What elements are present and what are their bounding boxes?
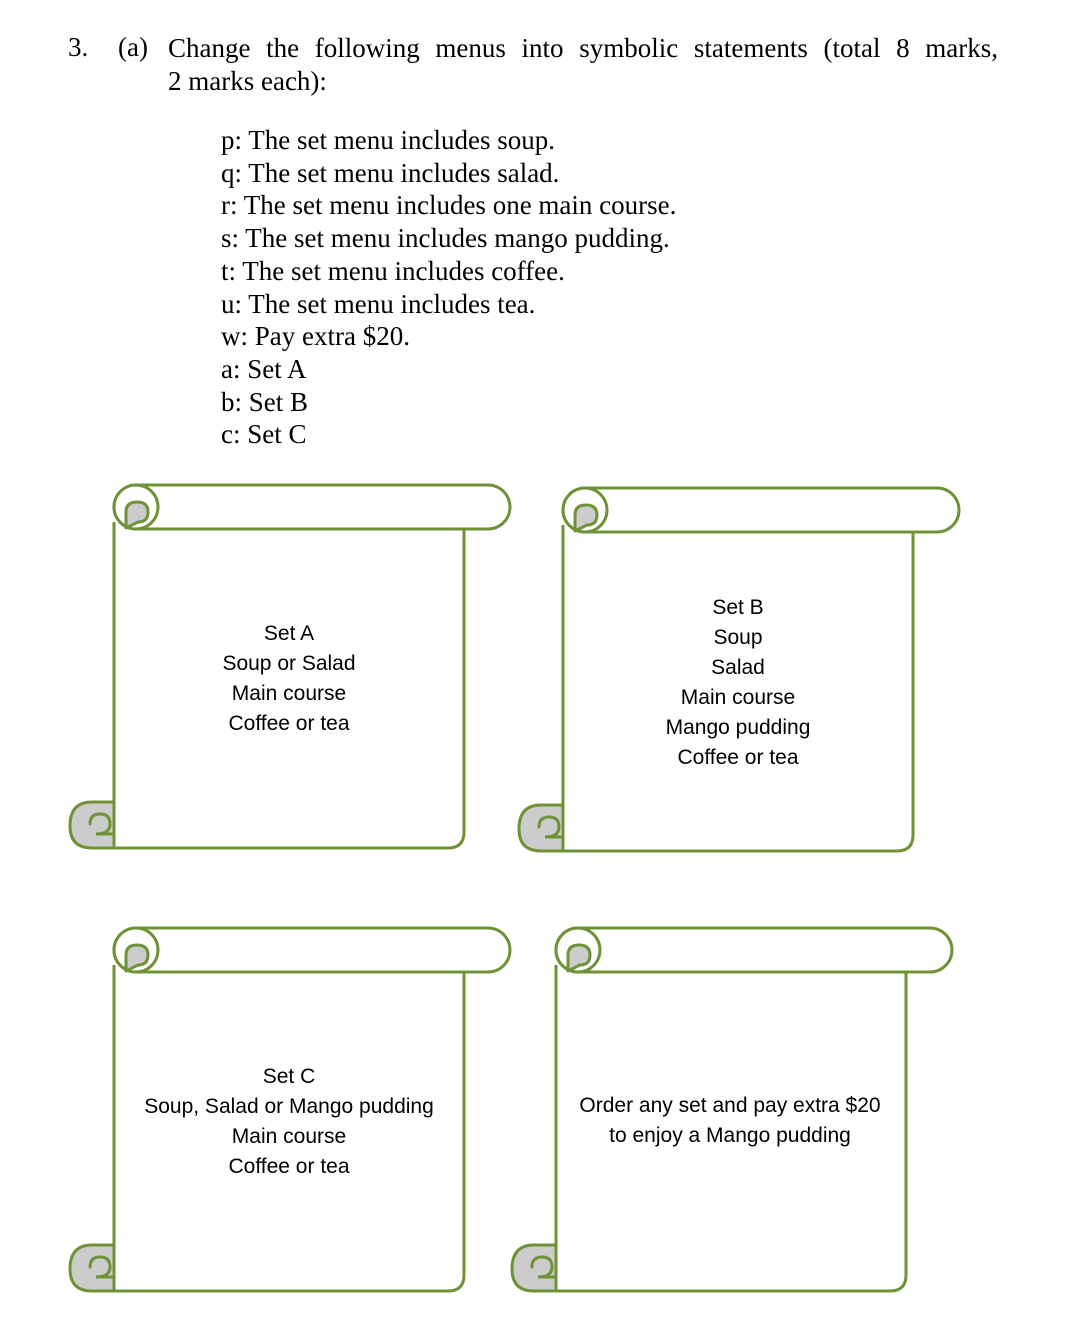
menu-scroll-set-c xyxy=(66,925,516,1297)
set-c-title: Set C xyxy=(262,1065,316,1088)
set-a-item-3: Coffee or tea xyxy=(228,712,350,735)
definition-a: a: Set A xyxy=(221,353,307,384)
symbol-definitions xyxy=(221,124,676,451)
definition-c: c: Set C xyxy=(221,419,307,450)
question-number: 3. xyxy=(68,32,89,62)
set-b-item-2: Salad xyxy=(711,656,765,679)
scroll-bottom-curl xyxy=(512,1245,556,1291)
question-text-line-2: 2 marks each): xyxy=(168,66,327,96)
scroll-bottom-curl xyxy=(70,802,114,848)
extra-offer-line-1: Order any set and pay extra $20 xyxy=(579,1094,881,1117)
scroll-top-roll xyxy=(556,928,952,972)
set-b-item-1: Soup xyxy=(713,626,763,649)
set-a-item-1: Soup or Salad xyxy=(222,652,356,675)
menu-scroll-extra xyxy=(508,925,958,1297)
definition-b: b: Set B xyxy=(221,386,309,417)
set-b-item-5: Coffee or tea xyxy=(677,746,799,769)
scroll-top-roll xyxy=(563,488,959,532)
set-c-menu xyxy=(114,1062,464,1182)
extra-offer-line-2: to enjoy a Mango pudding xyxy=(609,1124,851,1147)
menu-scroll-set-a xyxy=(66,482,516,854)
set-c-item-2: Main course xyxy=(231,1125,347,1148)
set-c-item-3: Coffee or tea xyxy=(228,1155,350,1178)
definition-p: p: The set menu includes soup. xyxy=(221,125,555,155)
set-b-item-3: Main course xyxy=(680,686,796,709)
scroll-bottom-curl xyxy=(519,805,563,851)
menu-scroll-set-b xyxy=(515,485,965,857)
scroll-top-roll xyxy=(114,485,510,529)
question-part: (a) xyxy=(118,32,148,62)
scroll-bottom-curl xyxy=(70,1245,114,1291)
set-a-title: Set A xyxy=(263,622,315,645)
set-b-item-4: Mango pudding xyxy=(665,716,811,739)
extra-offer xyxy=(550,1091,910,1151)
set-a-menu xyxy=(114,619,464,739)
question-text-line-1: Change the following menus into symbolic statements (total 8 marks, xyxy=(168,33,998,63)
set-b-title: Set B xyxy=(712,596,764,619)
definition-q: q: The set menu includes salad. xyxy=(221,157,560,188)
set-b-menu xyxy=(563,593,913,773)
set-c-item-1: Soup, Salad or Mango pudding xyxy=(144,1095,434,1118)
definition-t: t: The set menu includes coffee. xyxy=(221,255,565,286)
definition-w: w: Pay extra $20. xyxy=(221,321,410,352)
scroll-top-roll xyxy=(114,928,510,972)
set-a-item-2: Main course xyxy=(231,682,347,705)
definition-s: s: The set menu includes mango pudding. xyxy=(221,223,670,254)
definition-u: u: The set menu includes tea. xyxy=(221,288,536,319)
definition-r: r: The set menu includes one main course. xyxy=(221,190,677,221)
question-text xyxy=(168,32,998,98)
